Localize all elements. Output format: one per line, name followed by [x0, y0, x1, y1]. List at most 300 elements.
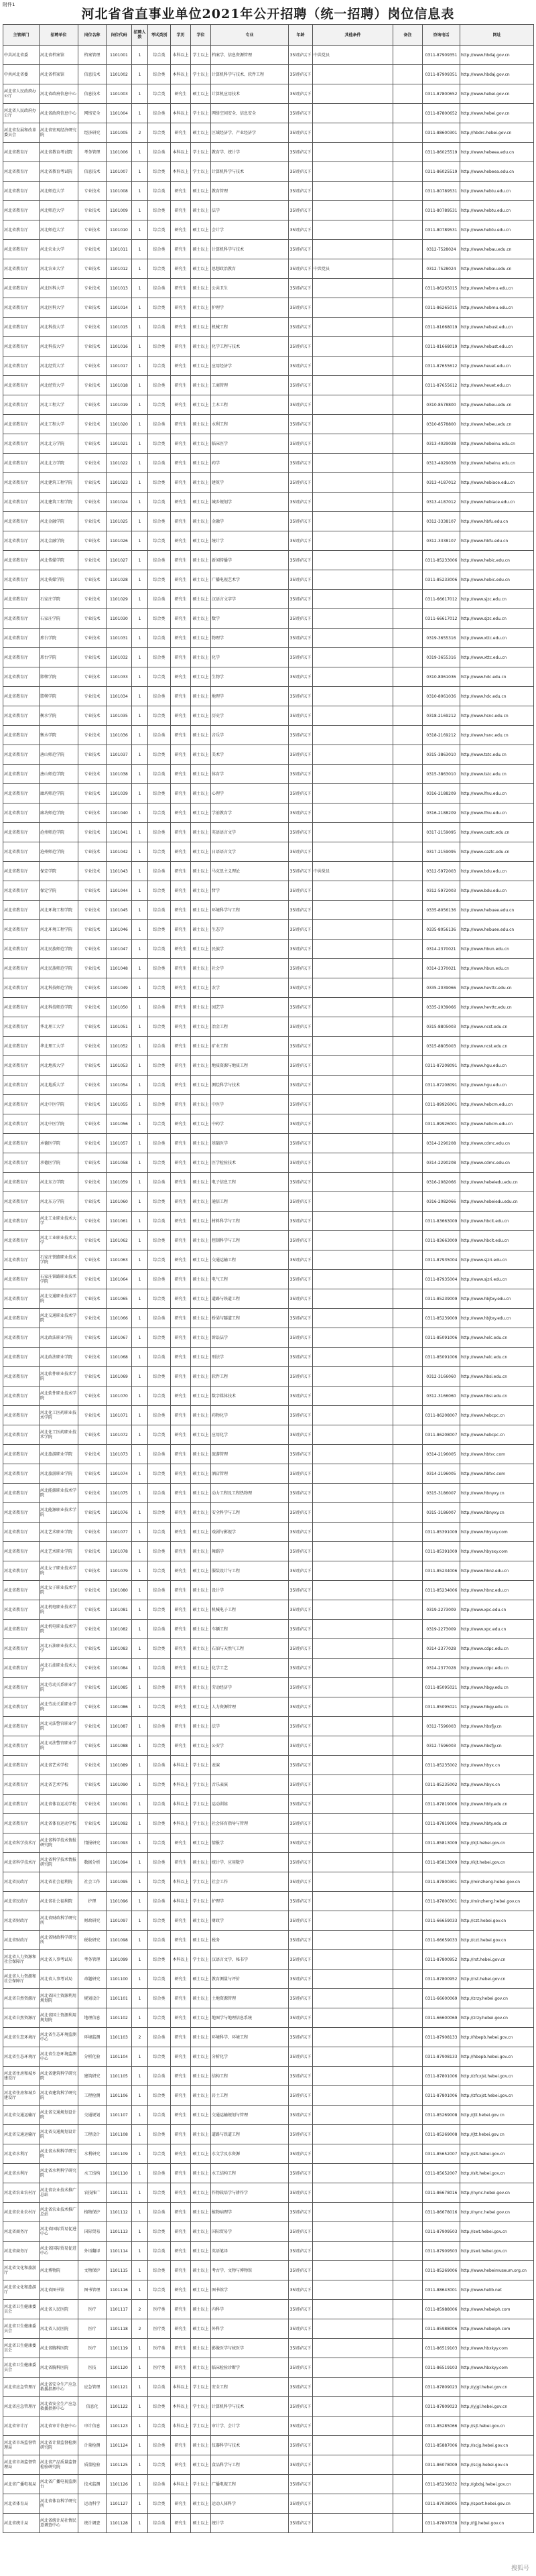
cell-major: 地图学与地理信息系统 — [211, 2008, 289, 2028]
table-row — [3, 1328, 534, 1348]
cell-web: http://www.hebiace.edu.cn — [460, 473, 534, 493]
job-table — [3, 24, 534, 2533]
cell-other — [313, 84, 393, 104]
cell-web: http://zfcxjst.hebei.gov.cn — [460, 2067, 534, 2086]
cell-web: http://www.hbsfjy.cn — [460, 1736, 534, 1756]
cell-dept: 河北省教育厅 — [3, 1289, 40, 1309]
table-row — [3, 1853, 534, 1872]
table-row — [3, 2106, 534, 2125]
cell-major: 作物栽培学与耕作学 — [211, 2183, 289, 2203]
cell-edu: 研究生 — [171, 1464, 191, 1484]
cell-note — [393, 220, 423, 240]
cell-other — [313, 648, 393, 667]
cell-edu: 研究生 — [171, 1153, 191, 1173]
cell-major: 电子信息工程 — [211, 1173, 289, 1192]
cell-exam: 综合类 — [148, 512, 171, 531]
cell-deg: 学士以上 — [191, 2417, 211, 2436]
cell-num: 1 — [132, 1775, 148, 1795]
cell-other — [313, 1931, 393, 1950]
cell-deg: 硕士以上 — [191, 2261, 211, 2280]
cell-exam: 综合类 — [148, 1425, 171, 1445]
cell-deg: 硕士以上 — [191, 2455, 211, 2475]
cell-other — [313, 1192, 393, 1212]
cell-tel: 0311-87908133 — [423, 2028, 460, 2047]
cell-web: http://scjg.hebei.gov.cn — [460, 2455, 534, 2475]
cell-deg: 硕士以上 — [191, 667, 211, 687]
cell-major: 人力资源管理 — [211, 1697, 289, 1717]
table-row — [3, 1503, 534, 1523]
cell-post: 考务管理 — [78, 143, 107, 162]
cell-age: 35周岁以下 — [289, 123, 313, 143]
table-row — [3, 2203, 534, 2222]
cell-age: 35周岁以下 — [289, 920, 313, 940]
cell-deg: 学士以上 — [191, 1814, 211, 1833]
cell-edu: 研究生 — [171, 2164, 191, 2183]
cell-age: 35周岁以下 — [289, 220, 313, 240]
cell-web: http://www.hevttc.edu.cn — [460, 998, 534, 1017]
cell-num: 1 — [132, 2261, 148, 2280]
cell-deg: 硕士以上 — [191, 2008, 211, 2028]
cell-web: http://www.hbun.edu.cn — [460, 940, 534, 959]
cell-web: http://sjt.hebei.gov.cn — [460, 2417, 534, 2436]
cell-note — [393, 2397, 423, 2417]
cell-major: 劳动经济学 — [211, 1678, 289, 1697]
cell-web: http://www.hebust.edu.cn — [460, 318, 534, 337]
cell-web: http://www.hbty.edu.cn — [460, 1795, 534, 1814]
cell-tel: 0311-85233006 — [423, 551, 460, 570]
table-row — [3, 2300, 534, 2319]
cell-major: 控制科学与工程 — [211, 1231, 289, 1250]
cell-dept: 河北省教育厅 — [3, 1639, 40, 1659]
cell-other — [313, 1756, 393, 1775]
cell-edu: 研究生 — [171, 1989, 191, 2008]
cell-code: 1101112 — [107, 2203, 132, 2222]
table-row — [3, 1076, 534, 1095]
cell-exam: 综合类 — [148, 648, 171, 667]
cell-age: 35周岁以下 — [289, 901, 313, 920]
cell-other — [313, 376, 393, 395]
cell-edu: 研究生 — [171, 959, 191, 978]
cell-other — [313, 1309, 393, 1328]
cell-age: 35周岁以下 — [289, 2222, 313, 2242]
table-row — [3, 2164, 534, 2183]
cell-num: 1 — [132, 1231, 148, 1250]
cell-note — [393, 881, 423, 901]
cell-unit: 河北省计量监督检测研究院 — [40, 2436, 78, 2455]
table-row — [3, 1387, 534, 1406]
cell-edu: 研究生 — [171, 434, 191, 454]
cell-age: 35周岁以下 — [289, 1095, 313, 1114]
cell-note — [393, 978, 423, 998]
cell-note — [393, 765, 423, 784]
cell-unit: 河北传媒学院 — [40, 551, 78, 570]
cell-note — [393, 454, 423, 473]
cell-tel: 0311-87807038 — [423, 2514, 460, 2533]
cell-exam: 综合类 — [148, 2028, 171, 2047]
cell-unit: 河北省科学技术情报研究院 — [40, 1853, 78, 1872]
cell-deg: 硕士以上 — [191, 1114, 211, 1134]
cell-web: http://minzheng.hebei.gov.cn — [460, 1892, 534, 1911]
cell-tel: 0311-80789531 — [423, 220, 460, 240]
cell-dept: 河北省农业农村厅 — [3, 2183, 40, 2203]
cell-dept: 河北省教育厅 — [3, 473, 40, 493]
cell-num: 1 — [132, 2047, 148, 2067]
cell-code: 1101068 — [107, 1348, 132, 1367]
cell-code: 1101107 — [107, 2106, 132, 2125]
cell-major: 植物病理学 — [211, 2203, 289, 2222]
cell-post: 专业技术 — [78, 1289, 107, 1309]
cell-other — [313, 1289, 393, 1309]
cell-other — [313, 2086, 393, 2106]
cell-dept: 河北省教育厅 — [3, 1309, 40, 1328]
cell-major: 酒店管理 — [211, 1464, 289, 1484]
cell-tel: 0311-81668019 — [423, 318, 460, 337]
cell-other — [313, 220, 393, 240]
cell-age: 35周岁以下 — [289, 881, 313, 901]
cell-deg: 硕士以上 — [191, 2300, 211, 2319]
cell-edu: 研究生 — [171, 1212, 191, 1231]
cell-exam: 综合类 — [148, 357, 171, 376]
table-row — [3, 1795, 534, 1814]
cell-age: 35周岁以下 — [289, 1153, 313, 1173]
cell-edu: 研究生 — [171, 823, 191, 842]
cell-other — [313, 512, 393, 531]
cell-exam: 综合类 — [148, 1911, 171, 1931]
cell-num: 1 — [132, 2242, 148, 2261]
cell-unit: 河北医科大学 — [40, 279, 78, 298]
table-row — [3, 337, 534, 357]
cell-num: 1 — [132, 959, 148, 978]
cell-code: 1101091 — [107, 1795, 132, 1814]
cell-note — [393, 648, 423, 667]
cell-major: 教育管理 — [211, 182, 289, 201]
cell-major: 安全工程 — [211, 2378, 289, 2397]
cell-tel: 0335-2039066 — [423, 998, 460, 1017]
cell-exam: 综合类 — [148, 473, 171, 493]
cell-code: 1101003 — [107, 84, 132, 104]
cell-other — [313, 2222, 393, 2242]
cell-code: 1101122 — [107, 2397, 132, 2417]
cell-num: 1 — [132, 2455, 148, 2475]
cell-web: http://www.hbnyxy.cn — [460, 1503, 534, 1523]
cell-deg: 硕士以上 — [191, 1639, 211, 1659]
cell-tel: 0311-87908133 — [423, 2047, 460, 2067]
cell-dept: 河北省科学技术厅 — [3, 1853, 40, 1872]
cell-post: 专业技术 — [78, 1639, 107, 1659]
cell-num: 1 — [132, 473, 148, 493]
cell-num: 1 — [132, 1911, 148, 1931]
cell-dept: 河北省教育厅 — [3, 162, 40, 182]
cell-age: 35周岁以下 — [289, 473, 313, 493]
cell-major: 哲学 — [211, 881, 289, 901]
cell-dept: 河北省教育厅 — [3, 590, 40, 609]
cell-other — [313, 162, 393, 182]
cell-edu: 研究生 — [171, 940, 191, 959]
cell-dept: 河北省教育厅 — [3, 1425, 40, 1445]
cell-post: 专业技术 — [78, 959, 107, 978]
table-row — [3, 1056, 534, 1076]
col-header: 学历 — [171, 25, 191, 46]
col-header: 专业 — [211, 25, 289, 46]
table-row — [3, 1095, 534, 1114]
cell-major: 运动训练 — [211, 1795, 289, 1814]
cell-deg: 学士以上 — [191, 1775, 211, 1795]
cell-major: 审计学、会计学 — [211, 2417, 289, 2436]
cell-exam: 综合类 — [148, 2261, 171, 2280]
cell-other — [313, 1697, 393, 1717]
cell-post: 环境监测 — [78, 2028, 107, 2047]
cell-code: 1101119 — [107, 2339, 132, 2358]
cell-note — [393, 512, 423, 531]
cell-age: 35周岁以下 — [289, 551, 313, 570]
cell-exam: 综合类 — [148, 803, 171, 823]
cell-deg: 硕士以上 — [191, 259, 211, 279]
cell-web: http://www.hbdaj.gov.cn — [460, 65, 534, 84]
cell-code: 1101097 — [107, 1911, 132, 1931]
cell-deg: 硕士以上 — [191, 2280, 211, 2300]
cell-post: 专业技术 — [78, 1697, 107, 1717]
cell-num: 1 — [132, 940, 148, 959]
cell-exam: 综合类 — [148, 376, 171, 395]
cell-post: 医疗 — [78, 2339, 107, 2358]
cell-unit: 河北省广播电视监测台 — [40, 2475, 78, 2494]
cell-edu: 研究生 — [171, 998, 191, 1017]
cell-tel: 0313-4187012 — [423, 493, 460, 512]
cell-unit: 衡水学院 — [40, 726, 78, 745]
cell-note — [393, 1970, 423, 1989]
cell-age: 35周岁以下 — [289, 784, 313, 803]
cell-exam: 综合类 — [148, 1678, 171, 1697]
cell-dept: 河北省人力资源和社会保障厅 — [3, 1950, 40, 1970]
cell-unit: 河北省教育考试院 — [40, 143, 78, 162]
cell-exam: 综合类 — [148, 2106, 171, 2125]
cell-num: 1 — [132, 2436, 148, 2455]
cell-web: http://www.hbfu.edu.cn — [460, 531, 534, 551]
cell-code: 1101086 — [107, 1697, 132, 1717]
table-row — [3, 940, 534, 959]
cell-unit: 沧州师范学院 — [40, 823, 78, 842]
table-row — [3, 2280, 534, 2300]
cell-exam: 综合类 — [148, 784, 171, 803]
cell-code: 1101037 — [107, 745, 132, 765]
cell-dept: 河北省教育厅 — [3, 862, 40, 881]
cell-unit: 河北省档案馆 — [40, 65, 78, 84]
cell-post: 水利研究 — [78, 2144, 107, 2164]
cell-age: 35周岁以下 — [289, 1678, 313, 1697]
cell-tel: 0311-87800952 — [423, 1970, 460, 1989]
cell-exam: 综合类 — [148, 2280, 171, 2300]
cell-code: 1101011 — [107, 240, 132, 259]
cell-other — [313, 2358, 393, 2378]
cell-post: 专业技术 — [78, 1037, 107, 1056]
cell-tel: 0311-86208007 — [423, 1406, 460, 1425]
cell-edu: 研究生 — [171, 1970, 191, 1989]
cell-post: 专业技术 — [78, 1717, 107, 1736]
cell-post: 专业技术 — [78, 259, 107, 279]
table-row — [3, 609, 534, 629]
cell-code: 1101121 — [107, 2378, 132, 2397]
cell-num: 1 — [132, 570, 148, 590]
cell-code: 1101108 — [107, 2125, 132, 2144]
cell-web: http://www.hebeu.edu.cn — [460, 395, 534, 415]
cell-major: 城乡规划学 — [211, 493, 289, 512]
cell-unit: 河北石油职业技术大学 — [40, 1659, 78, 1678]
cell-dept: 河北省统计局 — [3, 2514, 40, 2533]
cell-major: 社会工作 — [211, 1872, 289, 1892]
cell-other — [313, 473, 393, 493]
cell-web: http://www.hbtvc.com — [460, 1445, 534, 1464]
cell-dept: 河北省教育厅 — [3, 648, 40, 667]
cell-age: 35周岁以下 — [289, 46, 313, 65]
cell-unit: 河北地质大学 — [40, 1076, 78, 1095]
table-row — [3, 842, 534, 862]
cell-code: 1101015 — [107, 318, 132, 337]
cell-post: 专业技术 — [78, 220, 107, 240]
cell-major: 水文学及水资源 — [211, 2144, 289, 2164]
cell-dept: 河北省教育厅 — [3, 376, 40, 395]
cell-web: http://www.hbnz.edu.cn — [460, 1561, 534, 1581]
cell-web: http://rst.hebei.gov.cn — [460, 1970, 534, 1989]
cell-tel: 0311-85988006 — [423, 2300, 460, 2319]
cell-note — [393, 123, 423, 143]
cell-unit: 河北司法警官职业学院 — [40, 1736, 78, 1756]
cell-deg: 硕士以上 — [191, 123, 211, 143]
cell-age: 35周岁以下 — [289, 2378, 313, 2397]
cell-other — [313, 104, 393, 123]
cell-tel: 0311-85235002 — [423, 1775, 460, 1795]
cell-age: 35周岁以下 — [289, 1212, 313, 1231]
cell-num: 1 — [132, 2106, 148, 2125]
cell-deg: 硕士以上 — [191, 920, 211, 940]
cell-age: 35周岁以下 — [289, 1289, 313, 1309]
cell-code: 1101007 — [107, 162, 132, 182]
cell-deg: 硕士以上 — [191, 978, 211, 998]
cell-dept: 河北省教育厅 — [3, 1561, 40, 1581]
cell-note — [393, 1367, 423, 1387]
cell-dept: 河北省文化和旅游厅 — [3, 2261, 40, 2280]
cell-deg: 硕士以上 — [191, 298, 211, 318]
cell-exam: 综合类 — [148, 1114, 171, 1134]
cell-note — [393, 1717, 423, 1736]
cell-tel: 0311-80789531 — [423, 201, 460, 220]
cell-code: 1101114 — [107, 2242, 132, 2261]
cell-note — [393, 162, 423, 182]
cell-exam: 综合类 — [148, 1756, 171, 1775]
cell-edu: 研究生 — [171, 687, 191, 706]
table-row — [3, 1523, 534, 1542]
cell-other: 中共党员 — [313, 862, 393, 881]
cell-exam: 综合类 — [148, 2242, 171, 2261]
cell-other: 中共党员 — [313, 259, 393, 279]
cell-num: 1 — [132, 1309, 148, 1328]
table-row — [3, 357, 534, 376]
cell-note — [393, 745, 423, 765]
cell-deg: 硕士以上 — [191, 765, 211, 784]
cell-deg: 硕士以上 — [191, 1095, 211, 1114]
cell-edu: 研究生 — [171, 2261, 191, 2280]
cell-dept: 河北省文化和旅游厅 — [3, 2280, 40, 2300]
cell-unit: 河北省水利科学研究院 — [40, 2164, 78, 2183]
cell-post: 专业技术 — [78, 1600, 107, 1620]
cell-dept: 河北省市场监督管理局 — [3, 2455, 40, 2475]
cell-deg: 硕士以上 — [191, 1037, 211, 1056]
cell-major: 心理学 — [211, 784, 289, 803]
cell-dept: 河北省教育厅 — [3, 1328, 40, 1348]
cell-edu: 本科以上 — [171, 2378, 191, 2397]
cell-dept: 河北省教育厅 — [3, 1017, 40, 1037]
cell-edu: 研究生 — [171, 2514, 191, 2533]
cell-exam: 综合类 — [148, 687, 171, 706]
cell-code: 1101113 — [107, 2222, 132, 2242]
cell-unit: 河北艺术职业学院 — [40, 1523, 78, 1542]
cell-note — [393, 1523, 423, 1542]
cell-web: http://www.hbgy.edu.cn — [460, 1678, 534, 1697]
cell-major: 计算机科学与技术 — [211, 240, 289, 259]
table-row — [3, 1484, 534, 1503]
cell-unit: 河北北方学院 — [40, 454, 78, 473]
cell-other — [313, 1017, 393, 1037]
cell-dept: 河北省教育厅 — [3, 1464, 40, 1484]
cell-tel: 0312-5972003 — [423, 862, 460, 881]
cell-exam: 综合类 — [148, 1153, 171, 1173]
cell-note — [393, 1814, 423, 1833]
cell-other — [313, 2339, 393, 2358]
cell-post: 医疗 — [78, 2300, 107, 2319]
cell-dept: 河北省教育厅 — [3, 1775, 40, 1795]
cell-deg: 硕士以上 — [191, 1367, 211, 1387]
table-row — [3, 1367, 534, 1387]
cell-edu: 研究生 — [171, 1523, 191, 1542]
cell-major: 数字媒体技术 — [211, 1387, 289, 1406]
col-header: 网址 — [460, 25, 534, 46]
cell-web: http://www.hebuee.edu.cn — [460, 920, 534, 940]
cell-note — [393, 920, 423, 940]
cell-num: 1 — [132, 1659, 148, 1678]
cell-post: 专业技术 — [78, 1406, 107, 1425]
cell-edu: 研究生 — [171, 1600, 191, 1620]
cell-edu: 研究生 — [171, 2242, 191, 2261]
table-row — [3, 1348, 534, 1367]
table-row — [3, 2261, 534, 2280]
cell-age: 35周岁以下 — [289, 1911, 313, 1931]
cell-num: 1 — [132, 2125, 148, 2144]
cell-post: 文物保护 — [78, 2261, 107, 2280]
cell-code: 1101057 — [107, 1134, 132, 1153]
cell-web: http://www.lfnu.edu.cn — [460, 803, 534, 823]
cell-dept: 河北省教育厅 — [3, 706, 40, 726]
table-row — [3, 415, 534, 434]
table-row — [3, 1250, 534, 1270]
cell-web: http://www.hebeiph.com — [460, 2319, 534, 2339]
cell-note — [393, 2028, 423, 2047]
cell-post: 专业技术 — [78, 648, 107, 667]
cell-deg: 硕士以上 — [191, 1581, 211, 1600]
cell-deg: 硕士以上 — [191, 1425, 211, 1445]
cell-code: 1101010 — [107, 220, 132, 240]
cell-post: 数据分析 — [78, 1853, 107, 1872]
table-row — [3, 1736, 534, 1756]
cell-unit: 河北省建筑科学研究院 — [40, 2086, 78, 2106]
cell-web: http://www.hbnyxy.cn — [460, 1484, 534, 1503]
cell-num: 1 — [132, 2417, 148, 2436]
cell-deg: 硕士以上 — [191, 862, 211, 881]
cell-dept: 河北省教育厅 — [3, 1600, 40, 1620]
cell-deg: 硕士以上 — [191, 2086, 211, 2106]
cell-code: 1101033 — [107, 667, 132, 687]
cell-deg: 硕士以上 — [191, 1542, 211, 1561]
cell-num: 1 — [132, 803, 148, 823]
cell-tel: 0312-3166060 — [423, 1387, 460, 1406]
